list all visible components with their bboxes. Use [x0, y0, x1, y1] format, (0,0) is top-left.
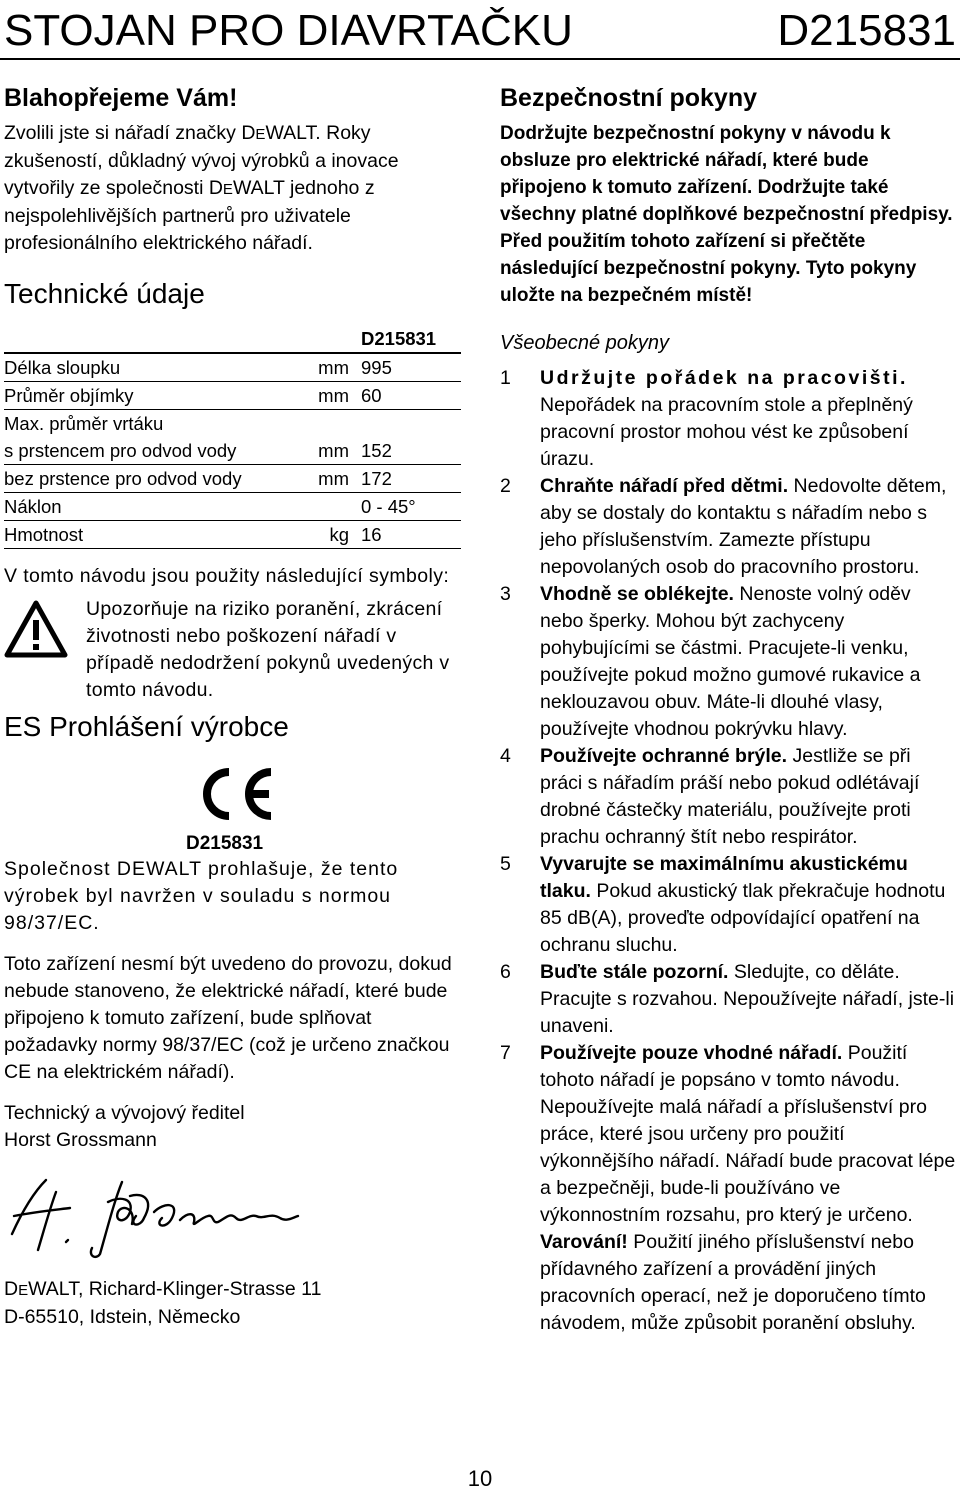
symbols-intro: V tomto návodu jsou použity následující symboly: [4, 565, 450, 587]
rule-number: 7 [500, 1042, 511, 1064]
list-item [500, 581, 956, 743]
greeting-heading: Blahopřejeme Vám! [4, 84, 238, 112]
row-unit: mm [297, 437, 361, 465]
list-item [500, 959, 956, 1040]
rule-title: Udržujte pořádek na pracovišti. [540, 367, 908, 389]
intro-text-a: Zvolili jste si nářadí značky D [4, 122, 256, 144]
intro-text-d: E [222, 181, 233, 198]
tech-table-model: D215831 [361, 325, 461, 353]
list-item [500, 365, 956, 473]
declaration-note: Toto zařízení nesmí být uvedeno do provozu, dokud nebude stanoveno, že elektrické nářadí, které bude připojeno k tomuto zařízení, bude splňovat požadavky normy 98/37/EC (což je určeno značkou CE na elektrickém nářadí). [4, 953, 452, 1083]
rule-number: 2 [500, 475, 511, 497]
table-row [4, 437, 461, 465]
row-unit: kg [297, 521, 361, 549]
warning-label: Varování! [540, 1231, 628, 1253]
document-title: STOJAN PRO DIAVRTAČKU [4, 6, 573, 55]
rule-title: Vyvarujte se maximálnímu akustickému tlaku. [540, 853, 908, 902]
manufacturer-address [4, 1276, 462, 1304]
row-unit [297, 493, 361, 521]
list-item [500, 851, 956, 959]
general-rules-heading: Všeobecné pokyny [500, 332, 670, 354]
row-value [361, 410, 461, 438]
row-label: s prstencem pro odvod vody [4, 437, 297, 465]
page-header [0, 0, 960, 60]
rule-title: Vhodně se oblékejte. [540, 583, 734, 605]
right-column [500, 82, 956, 1337]
row-value: 995 [361, 353, 461, 382]
warning-triangle-icon [4, 600, 68, 658]
address-text-c: WALT, Richard-Klinger-Strasse 11 [28, 1278, 322, 1300]
rule-text: Nedovolte dětem, aby se dostaly do kontaktu s nářadím nebo s jeho příslušenstvím. Zamezte přístupu nepovolaných osob do pracovního prostoru. [540, 475, 947, 578]
rule-number: 1 [500, 367, 511, 389]
warning-text: Použití jiného příslušenství nebo přídavného zařízení a provádění jiných pracovních operací, než je doporučeno tímto návodem, může způsobit poranění obsluhy. [540, 1231, 926, 1334]
intro-text-b: E [255, 126, 266, 143]
page-number: 10 [467, 1466, 493, 1491]
ce-mark-icon [196, 766, 276, 822]
safety-intro: Dodržujte bezpečnostní pokyny v návodu k obsluze pro elektrické nářadí, které bude připojeno k tomuto zařízení. Dodržujte také všechny platné doplňkové bezpečnostní předpisy. Před použitím tohoto zařízení si přečtěte následující bezpečnostní pokyny. Tyto pokyny uložte na bezpečném místě! [500, 123, 953, 306]
rule-text: Nepořádek na pracovním stole a přeplněný pracovní prostor mohou vést ke způsobení úrazu. [540, 394, 913, 470]
list-item [500, 473, 956, 581]
signer-name: Horst Grossmann [4, 1129, 157, 1151]
tech-data-heading: Technické údaje [4, 278, 205, 309]
ec-declaration-heading: ES Prohlášení výrobce [4, 711, 289, 742]
declaration-text: Společnost DEWALT prohlašuje, že tento výrobek byl navržen v souladu s normou 98/37/EC. [4, 858, 399, 934]
row-unit [297, 410, 361, 438]
left-column [4, 82, 462, 1331]
manufacturer-address-line2: D-65510, Idstein, Německo [4, 1306, 241, 1328]
row-label: Hmotnost [4, 521, 297, 549]
rule-text: Pokud akustický tlak překračuje hodnotu 85 dB(A), proveďte odpovídající opatření na ochranu sluchu. [540, 880, 946, 956]
row-label: Délka sloupku [4, 353, 297, 382]
rule-title: Používejte ochranné brýle. [540, 745, 788, 767]
rule-number: 5 [500, 853, 511, 875]
safety-rules-list [500, 365, 956, 1337]
rule-number: 4 [500, 745, 511, 767]
warning-symbol-block [4, 596, 462, 706]
table-row [4, 521, 461, 549]
rule-title: Buďte stále pozorní. [540, 961, 729, 983]
rule-text: Použití tohoto nářadí je popsáno v tomto návodu. Nepoužívejte malá nářadí a příslušenství pro práce, které jsou určeny pro použití výkonnějšího nářadí. Nářadí bude pracovat lépe a bezpečněji, bude-li používáno ve výkonnostním rozsahu, pro který je určeno. [540, 1042, 956, 1226]
table-row [4, 410, 461, 438]
intro-text-e: WALT jednoho z nejspolehlivějších partnerů pro uživatele profesionálního elektrického nářadí. [4, 177, 375, 254]
address-text-a: D [4, 1278, 19, 1300]
row-value: 60 [361, 382, 461, 410]
row-value: 172 [361, 465, 461, 493]
safety-heading: Bezpečnostní pokyny [500, 84, 757, 112]
tech-table-header [4, 325, 461, 353]
table-row [4, 493, 461, 521]
row-label: Průměr objímky [4, 382, 297, 410]
rule-title: Používejte pouze vhodné nářadí. [540, 1042, 843, 1064]
model-number: D215831 [777, 6, 956, 55]
row-label: Náklon [4, 493, 297, 521]
warning-symbol-text: Upozorňuje na riziko poranění, zkrácení životnosti nebo poškození nářadí v případě nedodržení pokynů uvedených v tomto návodu. [86, 598, 450, 701]
table-row [4, 465, 461, 493]
row-value: 16 [361, 521, 461, 549]
list-item [500, 1040, 956, 1337]
rule-text: Jestliže se při práci s nářadím práší nebo pokud odlétávají drobné částečky materiálu, používejte proti prachu ochranný štít nebo respirátor. [540, 745, 920, 848]
intro-paragraph [4, 120, 462, 257]
rule-text: Nenoste volný oděv nebo šperky. Mohou být zachyceny pohybujícími se částmi. Pracujete-li venku, používejte pokud možno gumové rukavice a neklouzavou obuv. Máte-li dlouhé vlasy, používejte vhodnou pokrývku hlavy. [540, 583, 921, 740]
rule-number: 6 [500, 961, 511, 983]
row-label: Max. průměr vrtáku [4, 413, 164, 434]
row-unit: mm [297, 465, 361, 493]
rule-title: Chraňte nářadí před dětmi. [540, 475, 789, 497]
rule-text: Sledujte, co děláte. Pracujte s rozvahou. Nepoužívejte nářadí, jste-li unaveni. [540, 961, 955, 1037]
table-row [4, 382, 461, 410]
list-item [500, 743, 956, 851]
row-value: 152 [361, 437, 461, 465]
declaration-model: D215831 [186, 833, 264, 854]
table-row [4, 353, 461, 382]
row-unit: mm [297, 382, 361, 410]
intro-text-c: WALT. Roky zkušeností, důkladný vývoj výrobků a inovace vytvořily ze společnosti D [4, 122, 399, 199]
rule-number: 3 [500, 583, 511, 605]
row-unit: mm [297, 353, 361, 382]
row-value: 0 - 45° [361, 493, 461, 521]
signer-title: Technický a vývojový ředitel [4, 1102, 245, 1124]
row-label: bez prstence pro odvod vody [4, 465, 297, 493]
tech-data-table [4, 325, 461, 549]
signature-image [4, 1172, 304, 1262]
address-text-b: E [18, 1282, 29, 1299]
